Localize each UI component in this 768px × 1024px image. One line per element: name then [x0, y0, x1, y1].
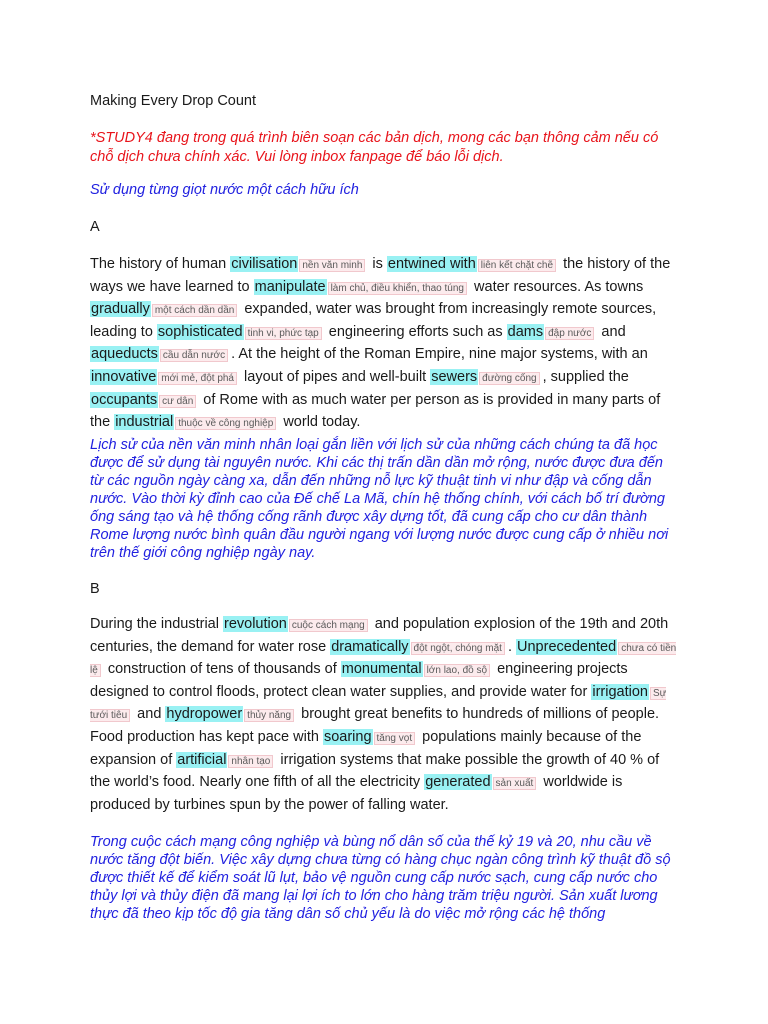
- gloss-tag: đường cống: [479, 372, 539, 385]
- highlighted-term[interactable]: gradually: [91, 301, 150, 318]
- highlighted-term[interactable]: sophisticated: [157, 323, 243, 340]
- gloss-tag: thủy năng: [244, 709, 294, 722]
- text: The history of human: [90, 256, 231, 272]
- highlighted-term[interactable]: aqueducts: [91, 346, 158, 363]
- highlighted-term[interactable]: innovative: [91, 368, 157, 385]
- highlighted-term[interactable]: irrigation: [592, 683, 648, 700]
- highlighted-term[interactable]: occupants: [91, 391, 158, 408]
- gloss-tag: chưa có tiền lệ: [90, 642, 677, 677]
- text: expanded, water was brought from increasingly remote sources, leading to: [90, 301, 657, 340]
- text: and: [133, 706, 166, 723]
- highlighted-term[interactable]: generated: [425, 774, 491, 791]
- gloss-tag: sản xuất: [493, 777, 537, 790]
- highlighted-term[interactable]: monumental: [341, 661, 422, 678]
- text: water resources. As towns: [470, 278, 644, 295]
- text: .: [507, 638, 517, 655]
- text: and: [597, 323, 626, 340]
- gloss-tag: tăng vọt: [374, 732, 416, 745]
- text: irrigation systems that make possible the growth of 40 % of the world’s food. Nearly one fifth of all the electricity: [90, 751, 660, 791]
- text: During the industrial: [90, 616, 223, 632]
- text: the history of the ways we have learned to: [90, 256, 671, 295]
- gloss-tag: lớn lao, đồ sộ: [424, 664, 490, 677]
- text: of Rome with as much water per person as is provided in many parts of the: [90, 391, 661, 431]
- gloss-tag: cầu dẫn nước: [160, 349, 228, 362]
- highlighted-term[interactable]: dramatically: [331, 638, 409, 655]
- text: layout of pipes and well-built: [240, 368, 431, 385]
- highlighted-term[interactable]: sewers: [431, 368, 478, 385]
- highlighted-term[interactable]: industrial: [115, 414, 174, 431]
- highlighted-term[interactable]: hydropower: [166, 706, 243, 723]
- text: engineering efforts such as: [324, 323, 507, 340]
- section-a-letter: A: [90, 219, 100, 235]
- gloss-tag: một cách dần dần: [152, 304, 238, 317]
- highlighted-term[interactable]: revolution: [224, 616, 287, 632]
- gloss-tag: tinh vi, phức tạp: [245, 327, 322, 340]
- text: . At the height of the Roman Empire, nine major systems, with an: [231, 346, 648, 363]
- text: brought great benefits to hundreds of millions of people. Food production has kept pace with: [90, 706, 660, 745]
- vietnamese-title: Sử dụng từng giọt nước một cách hữu ích: [90, 182, 359, 198]
- gloss-tag: thuộc về công nghiệp: [175, 417, 276, 430]
- gloss-tag: đột ngột, chóng mặt: [411, 642, 505, 655]
- text: construction of tens of thousands of: [103, 661, 341, 678]
- text: , supplied the: [542, 368, 629, 385]
- gloss-tag: Sự tưới tiêu: [90, 687, 667, 722]
- text: and population explosion of the 19th and 20th centuries, the demand for water rose: [90, 616, 669, 655]
- gloss-tag: liên kết chặt chẽ: [478, 259, 556, 272]
- gloss-tag: mới mẻ, đột phá: [158, 372, 237, 385]
- highlighted-term[interactable]: entwined with: [387, 256, 476, 272]
- section-a-paragraph: [90, 254, 680, 435]
- highlighted-term[interactable]: dams: [507, 323, 544, 340]
- text: is: [368, 256, 387, 272]
- highlighted-term[interactable]: artificial: [177, 751, 227, 768]
- gloss-tag: cuộc cách mạng: [289, 619, 368, 632]
- text: worldwide is produced by turbines spun by the power of falling water.: [90, 774, 623, 813]
- text: populations mainly because of the expansion of: [90, 728, 642, 768]
- gloss-tag: cư dân: [159, 395, 196, 408]
- highlighted-term[interactable]: soaring: [323, 728, 372, 745]
- document-title: Making Every Drop Count: [90, 93, 257, 109]
- highlighted-term[interactable]: Unprecedented: [517, 638, 617, 655]
- gloss-tag: nền văn minh: [299, 259, 365, 272]
- highlighted-term[interactable]: manipulate: [254, 278, 326, 295]
- highlighted-term[interactable]: civilisation: [231, 256, 298, 272]
- gloss-tag: đập nước: [545, 327, 594, 340]
- text: engineering projects designed to control floods, protect clean water supplies, and provide water for: [90, 661, 628, 700]
- section-a-translation: Lịch sử của nền văn minh nhân loại gắn liền với lịch sử của những cách chúng ta đã học được để sử dụng tài nguyên nước. Khi các thị trấn dần dần mở rộng, nước được đưa đến từ các nguồn ngày càng xa, dẫn đến những nỗ lực kỹ thuật tinh vi như đập và cống dẫn nước. Vào thời kỳ đỉnh cao của Đế chế La Mã, chín hệ thống chính, với cách bố trí đường ống sáng tạo và hệ thống cống rãnh được xây dựng tốt, đã cung cấp cho cư dân thành Rome lượng nước bình quân đầu người ngang với lượng nước được cung cấp ở nhiều nơi trên thế giới công nghiệp ngày nay.: [90, 437, 669, 561]
- section-b-paragraph: [90, 614, 680, 815]
- text: world today.: [279, 414, 361, 431]
- gloss-tag: nhân tạo: [228, 755, 273, 768]
- gloss-tag: làm chủ, điều khiển, thao túng: [328, 282, 467, 295]
- translation-notice: *STUDY4 đang trong quá trình biên soạn các bản dịch, mong các bạn thông cảm nếu có chỗ dịch chưa chính xác. Vui lòng inbox fanpage để báo lỗi dịch.: [90, 130, 659, 165]
- section-b-translation: Trong cuộc cách mạng công nghiệp và bùng nổ dân số của thế kỷ 19 và 20, nhu cầu về nước tăng đột biến. Việc xây dựng chưa từng có hàng chục ngàn công trình kỹ thuật đồ sộ được thiết kế để kiểm soát lũ lụt, bảo vệ nguồn cung cấp nước sạch, cung cấp nước cho thủy lợi và thủy điện đã mang lại lợi ích to lớn cho hàng trăm triệu người. Sản xuất lương thực đã theo kịp tốc độ gia tăng dân số chủ yếu là do việc mở rộng các hệ thống: [90, 834, 671, 922]
- section-b-letter: B: [90, 581, 100, 597]
